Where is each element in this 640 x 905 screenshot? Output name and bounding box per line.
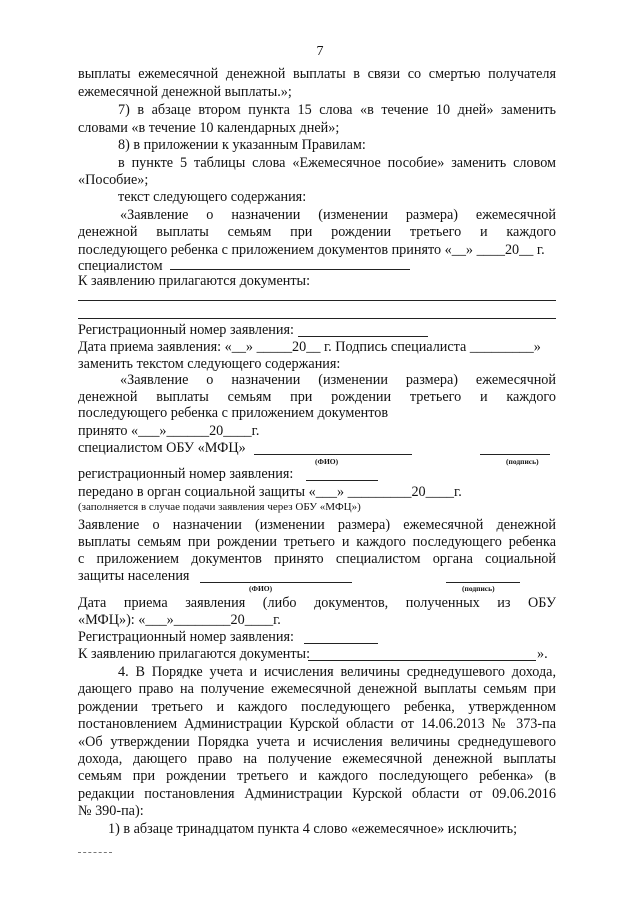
text-line: № 390-па):	[78, 803, 144, 819]
specialist-underline	[170, 269, 410, 270]
text-line: К заявлению прилагаются документы:	[78, 273, 311, 289]
text-line: ежемесячной денежной выплаты.»;	[78, 84, 292, 100]
mfc-note: (заполняется в случае подачи заявления через ОБУ «МФЦ»)	[78, 501, 361, 513]
text-line: специалистом	[78, 258, 163, 274]
documents-underline	[308, 660, 536, 661]
text-line: словами «в течение 10 календарных дней»;	[78, 120, 340, 136]
text-line: заменить текстом следующего содержания:	[78, 356, 341, 372]
text-line: Дата приема заявления: «__» _____20__ г. Подпись специалиста _________»	[78, 339, 541, 355]
fio-underline	[200, 582, 352, 583]
fio-underline	[254, 454, 412, 455]
regnum-underline	[306, 480, 378, 481]
text-line: редакции постановления Администрации Курской области от 09.06.2016	[78, 786, 556, 802]
closing-quote: ».	[537, 646, 548, 662]
signature-caption: (подпись)	[462, 584, 495, 593]
text-line: с приложением документов принято специалистом органа социальной	[78, 551, 556, 567]
text-line: «Об утверждении Порядка учета и исчисления величины среднедушевого	[78, 734, 556, 750]
text-line: текст следующего содержания:	[118, 189, 307, 205]
signature-caption: (подпись)	[506, 457, 539, 466]
text-line: постановлением Администрации Курской области от 14.06.2013 № 373-па	[78, 716, 556, 732]
fio-caption: (ФИО)	[249, 584, 273, 593]
fio-caption: (ФИО)	[315, 457, 339, 466]
page-number: 7	[316, 44, 324, 59]
text-line: дохода, дающего право на получение ежемесячной денежной выплаты	[78, 751, 556, 767]
text-line: К заявлению прилагаются документы:	[78, 646, 311, 662]
text-line: Регистрационный номер заявления:	[78, 629, 294, 645]
text-line: принято «___»______20____г.	[78, 423, 260, 439]
text-line: выплаты семьям при рождении третьего и каждого последующего ребенка	[78, 534, 556, 550]
text-line: Заявление о назначении (изменении размера) ежемесячной денежной	[78, 517, 556, 533]
text-line: 8) в приложении к указанным Правилам:	[118, 137, 366, 153]
text-line: «Пособие»;	[78, 172, 149, 188]
text-line: последующего ребенка с приложением документов	[78, 405, 389, 421]
text-line: 4. В Порядке учета и исчисления величины среднедушевого дохода,	[118, 664, 556, 680]
text-line: защиты населения	[78, 568, 190, 584]
text-line: в пункте 5 таблицы слова «Ежемесячное пособие» заменить словом	[118, 155, 556, 171]
text-line: передано в орган социальной защиты «___» _________20____г.	[78, 484, 462, 500]
text-line: денежной выплаты семьям при рождении третьего и каждого	[78, 389, 556, 405]
scan-mark	[78, 852, 112, 853]
text-line: семьям при рождении третьего и каждого последующего ребенка» (в	[78, 768, 556, 784]
regnum-underline	[298, 336, 428, 337]
text-line: специалистом ОБУ «МФЦ»	[78, 440, 246, 456]
text-line: денежной выплаты семьям при рождении третьего и каждого	[78, 224, 556, 240]
text-line: дающего право на получение ежемесячной денежной выплаты семьям при	[78, 681, 556, 697]
text-line: «Заявление о назначении (изменении размера) ежемесячной	[120, 207, 556, 223]
documents-underline	[78, 318, 556, 319]
regnum-underline	[304, 643, 378, 644]
text-line: выплаты ежемесячной денежной выплаты в связи со смертью получателя	[78, 66, 556, 82]
text-line: «МФЦ»): «___»________20____г.	[78, 612, 281, 628]
signature-underline	[480, 454, 550, 455]
text-line: «Заявление о назначении (изменении размера) ежемесячной	[120, 372, 556, 388]
text-line: 7) в абзаце втором пункта 15 слова «в течение 10 дней» заменить	[118, 102, 556, 118]
text-line: Регистрационный номер заявления:	[78, 322, 294, 338]
signature-underline	[446, 582, 520, 583]
text-line: последующего ребенка с приложением документов принято «__» ____20__ г.	[78, 242, 545, 258]
text-line: 1) в абзаце тринадцатом пункта 4 слово «ежемесячное» исключить;	[108, 821, 518, 837]
text-line: Дата приема заявления (либо документов, полученных из ОБУ	[78, 595, 556, 611]
text-line: рождении третьего и каждого последующего ребенка, утвержденном	[78, 699, 556, 715]
documents-underline	[78, 300, 556, 301]
text-line: регистрационный номер заявления:	[78, 466, 294, 482]
